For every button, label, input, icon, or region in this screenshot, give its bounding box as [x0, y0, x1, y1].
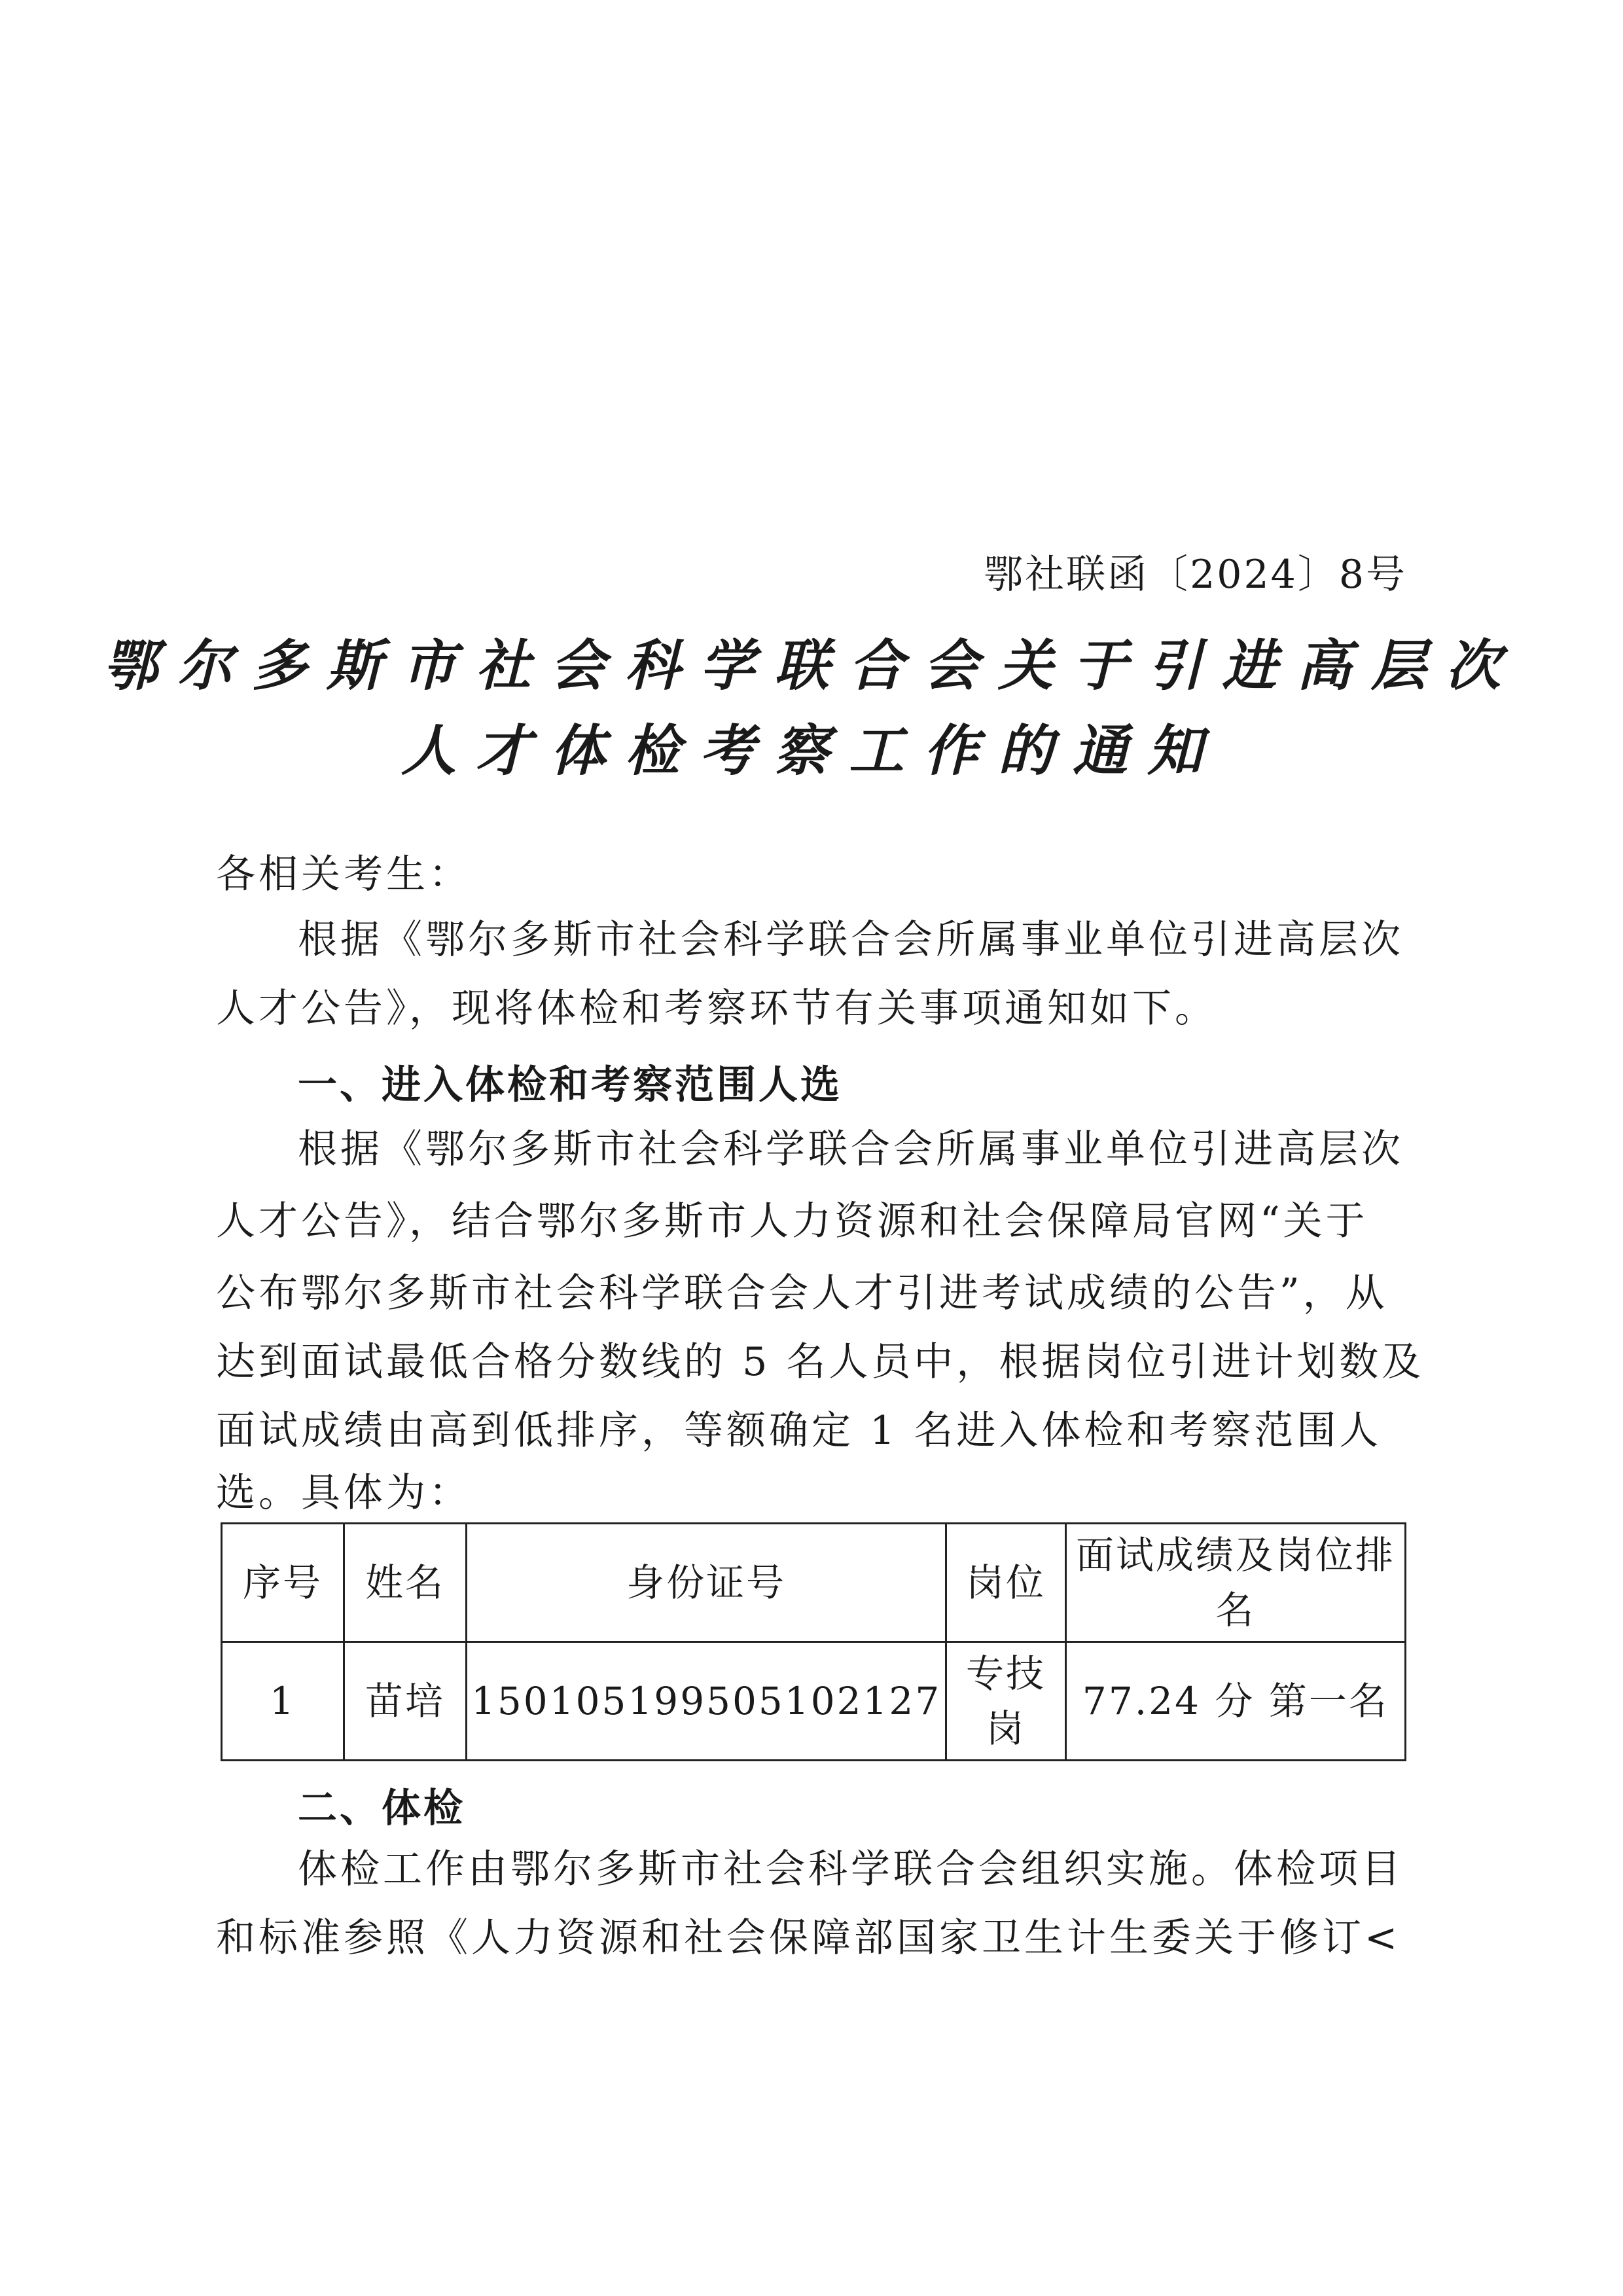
cell-score-rank: 77.24 分 第一名: [1065, 1642, 1405, 1761]
cell-number: 1: [222, 1642, 344, 1761]
paragraph-1-line-1: 根据《鄂尔多斯市社会科学联合会所属事业单位引进高层次: [298, 917, 1404, 963]
salutation: 各相关考生：: [216, 852, 471, 897]
paragraph-3-line-2: 和标准参照《人力资源和社会保障部国家卫生计生委关于修订<: [216, 1915, 1401, 1961]
paragraph-2-line-6: 选。具体为：: [216, 1470, 471, 1516]
header-cell-score-rank: 面试成绩及岗位排名: [1065, 1524, 1405, 1642]
header-cell-name: 姓名: [344, 1524, 467, 1642]
cell-name: 苗培: [344, 1642, 467, 1761]
cell-position: 专技岗: [946, 1642, 1066, 1761]
paragraph-2-line-4: 达到面试最低合格分数线的 5 名人员中，根据岗位引进计划数及: [216, 1339, 1425, 1385]
header-cell-number: 序号: [222, 1524, 344, 1642]
header-cell-position: 岗位: [946, 1524, 1066, 1642]
paragraph-2-line-3: 公布鄂尔多斯市社会科学联合会人才引进考试成绩的公告”，从: [216, 1270, 1388, 1316]
candidate-table: [221, 1522, 1406, 1761]
section-2-heading: 二、体检: [298, 1785, 465, 1831]
paragraph-2-line-5: 面试成绩由高到低排序，等额确定 1 名进入体检和考察范围人: [216, 1408, 1382, 1454]
paragraph-3-line-1: 体检工作由鄂尔多斯市社会科学联合会组织实施。体检项目: [298, 1846, 1404, 1892]
paragraph-1-line-2: 人才公告》，现将体检和考察环节有关事项通知如下。: [216, 986, 1217, 1031]
header-cell-id: 身份证号: [467, 1524, 946, 1642]
paragraph-2-line-2: 人才公告》，结合鄂尔多斯市人力资源和社会保障局官网“关于: [216, 1198, 1368, 1244]
document-title-line-1: 鄂尔多斯市社会科学联合会关于引进高层次: [102, 633, 1520, 698]
cell-id: 150105199505102127: [467, 1642, 946, 1761]
paragraph-2-line-1: 根据《鄂尔多斯市社会科学联合会所属事业单位引进高层次: [298, 1126, 1404, 1172]
document-number: 鄂社联函〔2024〕8号: [984, 552, 1407, 598]
table-row: [222, 1642, 1406, 1761]
section-1-heading: 一、进入体检和考察范围人选: [298, 1062, 842, 1108]
document-title-line-2: 人才体检考察工作的通知: [401, 718, 1222, 783]
table-header-row: [222, 1524, 1406, 1642]
